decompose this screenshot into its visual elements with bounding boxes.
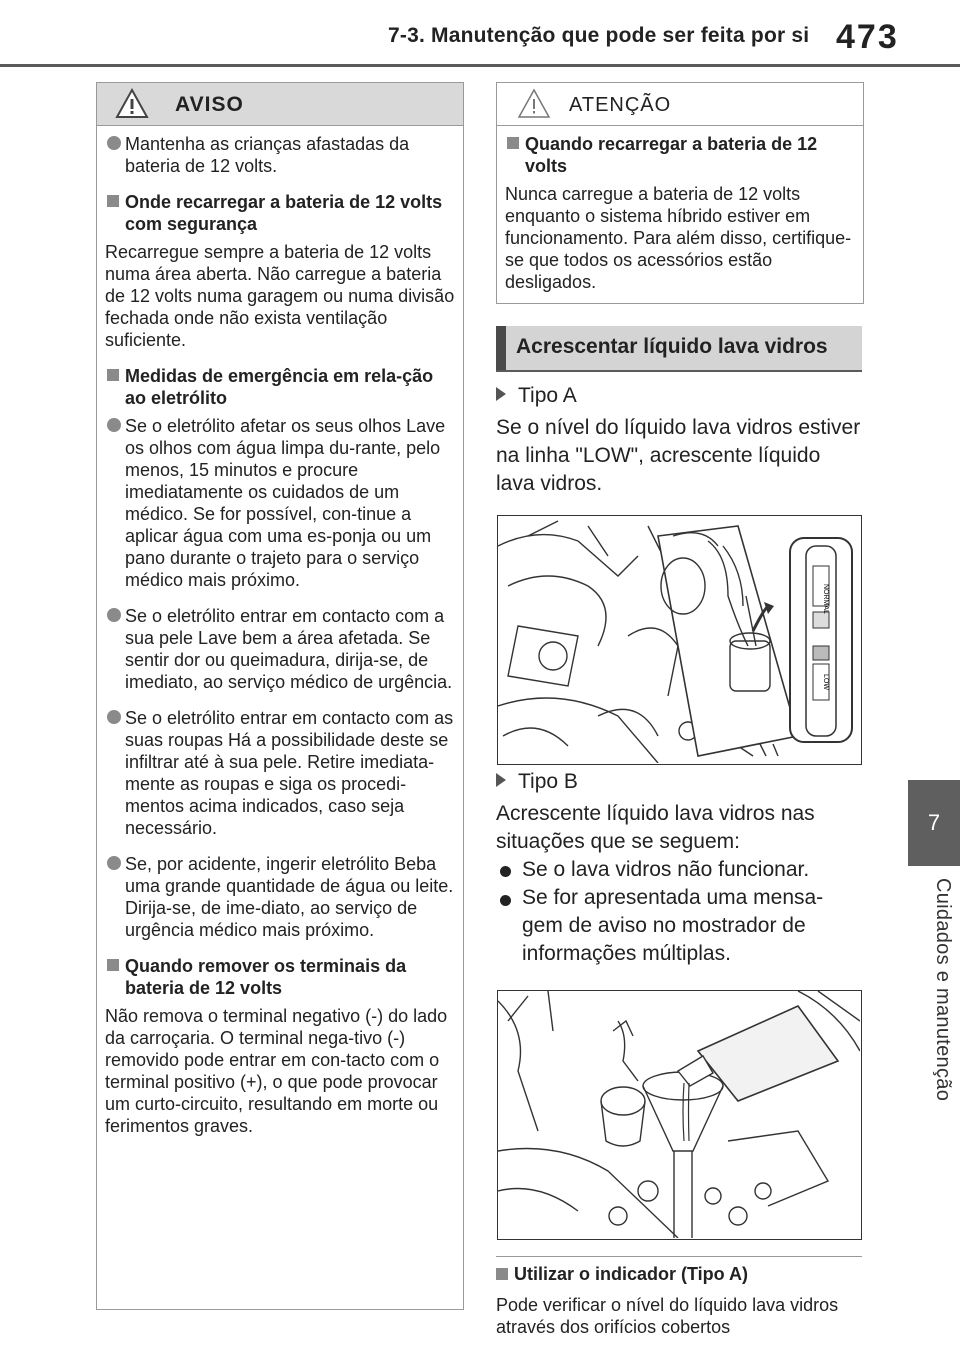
- triangle-bullet-icon: [496, 773, 506, 787]
- bullet-dot-icon: [500, 895, 511, 906]
- bullet-square-icon: [507, 137, 519, 149]
- washer-reservoir-figure-a: [497, 515, 862, 765]
- tipo-b-bullet: Se for apresentada uma mensa-gem de aviso no mostrador de informações múltiplas.: [522, 886, 824, 965]
- warning-item-text: Mantenha as crianças afastadas da bateria de 12 volts.: [125, 134, 410, 176]
- chapter-tab: 7: [908, 780, 960, 866]
- page-number: 473: [836, 18, 899, 56]
- section-heading: [496, 326, 862, 370]
- washer-fill-figure-b: [497, 990, 862, 1240]
- tipo-a-text: Se o nível do líquido lava vidros estiver na linha "LOW", acrescente líquido lava vidros.: [496, 416, 861, 495]
- warning-header: [97, 83, 463, 126]
- subsection-title-text: Utilizar o indicador (Tipo A): [514, 1264, 748, 1284]
- header-rule: [0, 64, 960, 67]
- tipo-b-label-text: Tipo B: [518, 770, 578, 793]
- caution-header: [497, 83, 863, 126]
- running-header: 7-3. Manutenção que pode ser feita por si: [388, 24, 810, 47]
- warning-section-title-text: Onde recarregar a bateria de 12 volts com segurança: [125, 192, 443, 234]
- bullet-circle-icon: [107, 608, 121, 622]
- warning-item: [105, 133, 455, 177]
- warning-item: [105, 707, 455, 839]
- bullet-square-icon: [496, 1268, 508, 1280]
- warning-section-title-text: Medidas de emergência em rela-ção ao eletrólito: [125, 366, 434, 408]
- triangle-bullet-icon: [496, 387, 506, 401]
- warning-box: [96, 82, 464, 1310]
- caution-section-title-text: Quando recarregar a bateria de 12 volts: [525, 134, 818, 176]
- warning-section-title: [105, 365, 455, 409]
- warning-triangle-icon: [115, 88, 149, 120]
- bullet-circle-icon: [107, 856, 121, 870]
- warning-title: AVISO: [175, 93, 244, 116]
- bullet-square-icon: [107, 369, 119, 381]
- warning-section-title: [105, 955, 455, 999]
- tipo-a-label-text: Tipo A: [518, 384, 577, 407]
- subsection-rule: [496, 1256, 862, 1257]
- tipo-a-label: [496, 382, 577, 410]
- warning-item-text: Se o eletrólito afetar os seus olhos Lave os olhos com água limpa du-rante, pelo menos, 15 minutos e procure imediatamente os cuidados de um médico. Se for possível, con-tinue a aplicar água com uma es-ponja ou um pano durante o trajeto para o serviço médico mais próximo.: [125, 416, 446, 590]
- warning-item-text: Se o eletrólito entrar em contacto com a sua pele Lave bem a área afetada. Se sentir dor ou queimadura, dirija-se, de imediato, ao serviço médico de urgência.: [125, 606, 453, 692]
- bullet-circle-icon: [107, 710, 121, 724]
- warning-item-text: Se, por acidente, ingerir eletrólito Beba uma grande quantidade de água ou leite. Dirija-se, de ime-diato, ao serviço de urgência médico mais próximo.: [125, 854, 454, 940]
- warning-paragraph: Recarregue sempre a bateria de 12 volts numa área aberta. Não carregue a bateria de 12 volts numa garagem ou numa divisão fechada onde não exista ventilação suficiente.: [105, 242, 455, 350]
- section-heading-rule: [496, 370, 862, 372]
- warning-item: [105, 415, 455, 591]
- section-heading-text: Acrescentar líquido lava vidros: [516, 335, 828, 358]
- caution-triangle-icon: [517, 88, 551, 120]
- warning-section-title-text: Quando remover os terminais da bateria de 12 volts: [125, 956, 407, 998]
- chapter-label: Cuidados e manutenção: [932, 878, 954, 1102]
- subsection-title: [496, 1264, 748, 1285]
- engine-bay-illustration: [498, 516, 860, 763]
- warning-section-title: [105, 191, 455, 235]
- pouring-fluid-illustration: [498, 991, 860, 1238]
- gauge-low-label: LOW: [822, 674, 829, 690]
- caution-box: [496, 82, 864, 304]
- bullet-square-icon: [107, 959, 119, 971]
- warning-item: [105, 853, 455, 941]
- tipo-b-bullet: Se o lava vidros não funcionar.: [522, 858, 810, 881]
- bullet-circle-icon: [107, 418, 121, 432]
- subsection-paragraph: Pode verificar o nível do líquido lava vidros através dos orifícios cobertos: [496, 1295, 839, 1337]
- warning-item-text: Se o eletrólito entrar em contacto com as suas roupas Há a possibilidade deste se infiltrar até à sua pele. Retire imediata-mente as roupas e siga os procedi-mentos acima indicados, caso seja necessário.: [125, 708, 454, 838]
- bullet-dot-icon: [500, 866, 511, 877]
- caution-section-title: [505, 133, 855, 177]
- warning-paragraph: Não remova o terminal negativo (-) do lado da carroçaria. O terminal nega-tivo (-) removido pode entrar em con-tacto com o terminal positivo (+), o que pode provocar um curto-circuito, resultando em morte ou ferimentos graves.: [105, 1006, 448, 1136]
- caution-title: ATENÇÃO: [569, 94, 672, 116]
- tipo-b-text: Acrescente líquido lava vidros nas situações que se seguem:: [496, 802, 815, 853]
- bullet-square-icon: [107, 195, 119, 207]
- caution-paragraph: Nunca carregue a bateria de 12 volts enquanto o sistema híbrido estiver em funcionamento. Para além disso, certifique-se que todos os acessórios estão desligados.: [505, 184, 852, 292]
- gauge-normal-label: NORMAL: [822, 584, 829, 614]
- warning-item: [105, 605, 455, 693]
- bullet-circle-icon: [107, 136, 121, 150]
- tipo-b-label: [496, 768, 578, 796]
